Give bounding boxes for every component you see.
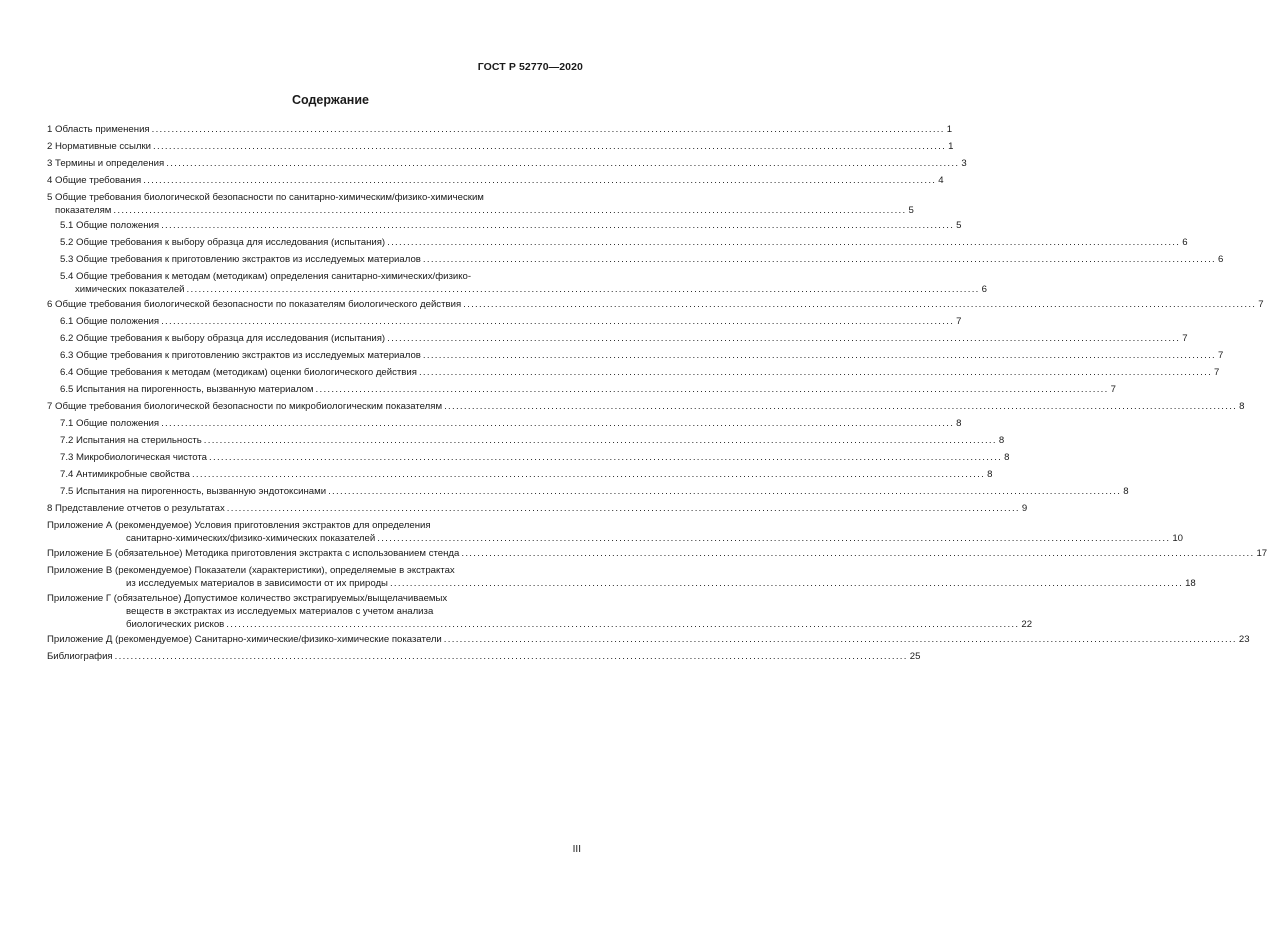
toc-entry-title: Приложение Г (обязательное) Допустимое количество экстрагируемых/выщелачиваемых <box>47 593 448 604</box>
dot-leader: ........................................................................................................................................................................................................ <box>315 384 1109 395</box>
toc-entry-page: 7 <box>1218 350 1224 361</box>
toc-entry-title: 6 Общие требования биологической безопасности по показателям биологического действия <box>47 299 462 310</box>
toc-entry-title: 3 Термины и определения <box>47 158 165 169</box>
toc-entry-page: 8 <box>956 418 962 429</box>
toc-entry-page: 7 <box>1110 384 1116 395</box>
dot-leader: ........................................................................................................................................................................................................ <box>191 469 986 480</box>
dot-leader: ........................................................................................................................................................................................................ <box>387 333 1181 344</box>
toc-entry[interactable] <box>47 234 1188 251</box>
toc-entry-title: Приложение Б (обязательное) Методика приготовления экстракта с использованием стенда <box>47 548 460 559</box>
toc-entry[interactable] <box>47 564 576 577</box>
toc-entry-continuation[interactable] <box>47 577 1196 590</box>
page-number: III <box>572 844 581 855</box>
toc-entry[interactable] <box>47 138 954 155</box>
toc-entry[interactable] <box>47 519 576 532</box>
toc-entry-page: 7 <box>1258 299 1264 310</box>
dot-leader: ........................................................................................................................................................................................................ <box>161 316 955 327</box>
toc-entry-title: 1 Область применения <box>47 124 150 135</box>
toc-entry-title: 7.4 Антимикробные свойства <box>60 469 190 480</box>
dot-leader: ........................................................................................................................................................................................................ <box>418 367 1213 378</box>
dot-leader: ........................................................................................................................................................................................................ <box>161 220 955 231</box>
toc-entry[interactable] <box>47 313 962 330</box>
toc-entry-page: 18 <box>1185 578 1196 589</box>
toc-entry[interactable] <box>47 251 1224 268</box>
dot-leader: ........................................................................................................................................................................................................ <box>161 418 955 429</box>
toc-entry-page: 6 <box>1182 237 1188 248</box>
toc-entry-title: 5.3 Общие требования к приготовлению экстрактов из исследуемых материалов <box>60 254 421 265</box>
toc-entry[interactable] <box>47 631 1250 648</box>
toc-entry-page: 23 <box>1238 634 1250 645</box>
toc-entry[interactable] <box>47 155 967 172</box>
dot-leader: ........................................................................................................................................................................................................ <box>389 578 1184 589</box>
dot-leader: ........................................................................................................................................................................................................ <box>387 237 1181 248</box>
toc-entry-title: 6.4 Общие требования к методам (методикам) оценки биологического действия <box>60 367 417 378</box>
toc-entry-title: 5.2 Общие требования к выбору образца для исследования (испытания) <box>60 237 386 248</box>
toc-entry-page: 8 <box>1239 401 1245 412</box>
toc-entry-page: 3 <box>961 158 967 169</box>
dot-leader: ........................................................................................................................................................................................................ <box>377 533 1171 544</box>
toc-entry-page: 6 <box>981 284 987 295</box>
dot-leader: ........................................................................................................................................................................................................ <box>226 503 1020 514</box>
toc-entry-page: 6 <box>1218 254 1224 265</box>
dot-leader: ........................................................................................................................................................................................................ <box>113 205 907 216</box>
toc-entry-title: 7.5 Испытания на пирогенность, вызванную эндотоксинами <box>60 486 327 497</box>
toc-entry-title: 7 Общие требования биологической безопасности по микробиологическим показателям <box>47 401 443 412</box>
toc-entry-title: 2 Нормативные ссылки <box>47 141 152 152</box>
toc-entry-page: 5 <box>908 205 914 216</box>
toc-entry[interactable] <box>47 545 1267 562</box>
dot-leader: ........................................................................................................................................................................................................ <box>209 452 1003 463</box>
toc-entry-page: 7 <box>956 316 962 327</box>
toc-entry-title-cont: санитарно-химических/физико-химических показателей <box>126 533 376 544</box>
toc-entry[interactable] <box>47 592 576 605</box>
toc-entry-title: Библиография <box>47 651 113 662</box>
toc-entry-page: 1 <box>948 141 954 152</box>
toc-entry[interactable] <box>47 415 962 432</box>
toc-entry-continuation[interactable] <box>47 605 576 618</box>
toc-entry-title: 5.4 Общие требования к методам (методикам) определения санитарно-химических/физико- <box>60 271 472 282</box>
toc-entry-title: 7.2 Испытания на стерильность <box>60 435 202 446</box>
dot-leader: ........................................................................................................................................................................................................ <box>444 401 1238 412</box>
dot-leader: ........................................................................................................................................................................................................ <box>328 486 1122 497</box>
dot-leader: ........................................................................................................................................................................................................ <box>203 435 997 446</box>
toc-entry-continuation[interactable] <box>47 618 1033 631</box>
toc-entry-page: 7 <box>1214 367 1220 378</box>
toc-entry-title-cont: веществ в экстрактах из исследуемых материалов с учетом анализа <box>126 606 434 617</box>
toc-entry[interactable] <box>47 483 1129 500</box>
dot-leader: ........................................................................................................................................................................................................ <box>151 124 945 135</box>
dot-leader: ........................................................................................................................................................................................................ <box>143 175 937 186</box>
toc-entry[interactable] <box>47 466 993 483</box>
toc-entry-title: 5 Общие требования биологической безопасности по санитарно-химическим/физико-химическим <box>47 192 484 203</box>
toc-entry[interactable] <box>47 381 1116 398</box>
toc-entry[interactable] <box>47 191 576 204</box>
toc-entry[interactable] <box>47 449 1010 466</box>
toc-entry[interactable] <box>47 296 1264 313</box>
toc-entry-title: 6.3 Общие требования к приготовлению экстрактов из исследуемых материалов <box>60 350 421 361</box>
toc-entry-title-cont: показателям <box>55 205 112 216</box>
dot-leader: ........................................................................................................................................................................................................ <box>422 254 1216 265</box>
toc-entry-continuation[interactable] <box>47 283 987 296</box>
toc-entry-title: Приложение Д (рекомендуемое) Санитарно-химические/физико-химические показатели <box>47 634 442 645</box>
toc-entry-continuation[interactable] <box>47 532 1183 545</box>
toc-entry[interactable] <box>47 172 944 189</box>
toc-entry[interactable] <box>47 217 962 234</box>
toc-entry-page: 8 <box>987 469 993 480</box>
toc-entry[interactable] <box>47 432 1005 449</box>
toc-entry-page: 7 <box>1182 333 1188 344</box>
toc-entry-page: 8 <box>998 435 1005 446</box>
document-number: ГОСТ Р 52770—2020 <box>477 61 583 73</box>
toc-entry-title: 6.1 Общие положения <box>60 316 160 327</box>
toc-entry-title-cont: химических показателей <box>75 284 185 295</box>
toc-entry-page: 17 <box>1256 548 1267 559</box>
toc-entry-page: 25 <box>909 651 921 662</box>
toc-entry-page: 8 <box>1004 452 1010 463</box>
toc-entry[interactable] <box>47 347 1224 364</box>
table-of-contents <box>47 121 1267 665</box>
toc-entry-title: 6.2 Общие требования к выбору образца для исследования (испытания) <box>60 333 386 344</box>
page-title: Содержание <box>291 93 369 107</box>
dot-leader: ........................................................................................................................................................................................................ <box>114 651 908 662</box>
toc-entry-title: 6.5 Испытания на пирогенность, вызванную материалом <box>60 384 314 395</box>
dot-leader: ........................................................................................................................................................................................................ <box>443 634 1237 645</box>
toc-entry-page: 1 <box>946 124 953 135</box>
toc-entry-title: 7.1 Общие положения <box>60 418 160 429</box>
toc-entry-title: 4 Общие требования <box>47 175 142 186</box>
toc-entry-title: Приложение А (рекомендуемое) Условия приготовления экстрактов для определения <box>47 520 431 531</box>
dot-leader: ........................................................................................................................................................................................................ <box>153 141 947 152</box>
toc-entry-page: 5 <box>956 220 962 231</box>
toc-entry-title: 5.1 Общие положения <box>60 220 160 231</box>
toc-entry[interactable] <box>47 648 921 665</box>
toc-entry-title-cont: биологических рисков <box>126 619 225 630</box>
toc-entry[interactable] <box>47 364 1220 381</box>
dot-leader: ........................................................................................................................................................................................................ <box>461 548 1255 559</box>
toc-entry-continuation[interactable] <box>47 204 914 217</box>
toc-entry-title: Приложение В (рекомендуемое) Показатели (характеристики), определяемые в экстрактах <box>47 565 455 576</box>
toc-entry[interactable] <box>47 270 576 283</box>
dot-leader: ........................................................................................................................................................................................................ <box>463 299 1257 310</box>
toc-entry-title: 7.3 Микробиологическая чистота <box>60 452 208 463</box>
toc-entry[interactable] <box>47 500 1028 517</box>
toc-entry-title-cont: из исследуемых материалов в зависимости от их природы <box>126 578 388 589</box>
dot-leader: ........................................................................................................................................................................................................ <box>186 284 980 295</box>
toc-entry-title: 8 Представление отчетов о результатах <box>47 503 225 514</box>
toc-entry-page: 8 <box>1123 486 1129 497</box>
dot-leader: ........................................................................................................................................................................................................ <box>226 619 1020 630</box>
toc-entry-page: 4 <box>938 175 944 186</box>
dot-leader: ........................................................................................................................................................................................................ <box>422 350 1216 361</box>
toc-entry-page: 9 <box>1021 503 1028 514</box>
dot-leader: ........................................................................................................................................................................................................ <box>166 158 960 169</box>
toc-entry[interactable] <box>47 398 1245 415</box>
toc-entry[interactable] <box>47 330 1188 347</box>
toc-entry[interactable] <box>47 121 953 138</box>
toc-entry-page: 22 <box>1021 619 1033 630</box>
toc-entry-page: 10 <box>1172 533 1183 544</box>
